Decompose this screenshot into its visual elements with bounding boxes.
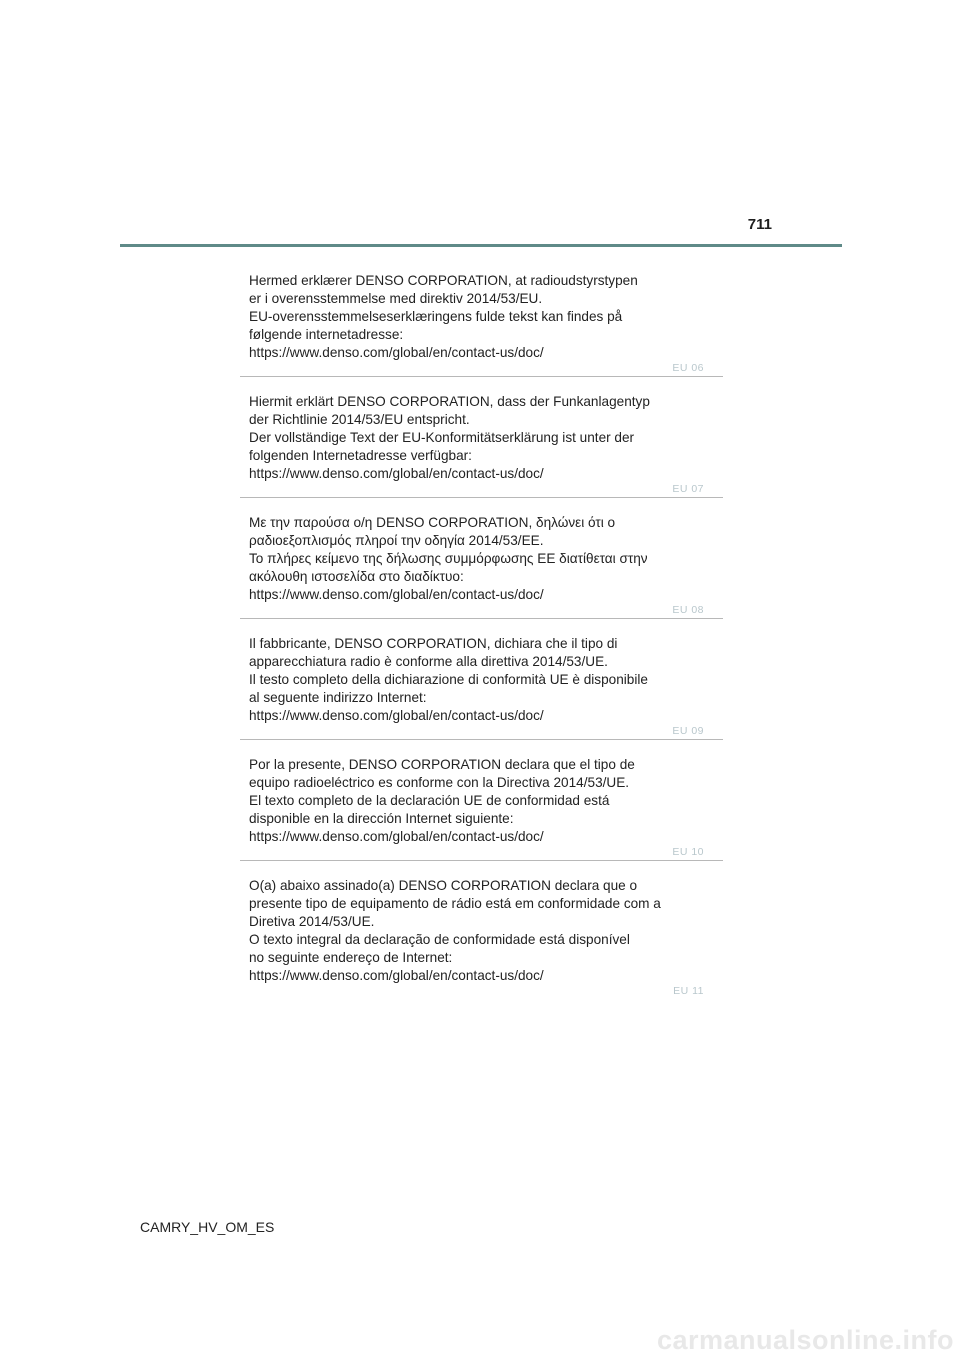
declarations-list <box>240 272 723 1015</box>
declaration-spanish <box>240 756 723 861</box>
declaration-greek <box>240 514 723 619</box>
declaration-code: EU 11 <box>673 985 704 997</box>
declaration-text: O(a) abaixo assinado(a) DENSO CORPORATION declara que o presente tipo de equipamento de rádio está em conformidade com a Diretiva 2014/53/UE. O texto integral da declaração de conformidade está disponível no seguinte endereço de Internet: https://www.denso.com/global/en/contact-us/doc/ <box>249 878 661 983</box>
declaration-text: Hermed erklærer DENSO CORPORATION, at radioudstyrstypen er i overensstemmelse med direktiv 2014/53/EU. EU-overensstemmelseserklæringens fulde tekst kan findes på følgende internetadresse: https://www.denso.com/global/en/contact-us/doc/ <box>249 273 638 360</box>
declaration-code: EU 09 <box>672 725 704 737</box>
declaration-text: Il fabbricante, DENSO CORPORATION, dichiara che il tipo di apparecchiatura radio è conforme alla direttiva 2014/53/UE. Il testo completo della dichiarazione di conformità UE è disponibile al seguente indirizzo Internet: https://www.denso.com/global/en/contact-us/doc/ <box>249 636 648 723</box>
declaration-text: Hiermit erklärt DENSO CORPORATION, dass der Funkanlagentyp der Richtlinie 2014/53/EU entspricht. Der vollständige Text der EU-Konformitätserklärung ist unter der folgenden Internetadresse verfügbar: https://www.denso.com/global/en/contact-us/doc/ <box>249 394 650 481</box>
declaration-text: Por la presente, DENSO CORPORATION declara que el tipo de equipo radioeléctrico es conforme con la Directiva 2014/53/UE. El texto completo de la declaración UE de conformidad está disponible en la dirección Internet siguiente: https://www.denso.com/global/en/contact-us/doc/ <box>249 757 635 844</box>
declaration-code: EU 07 <box>672 483 704 495</box>
page-number: 711 <box>747 216 772 233</box>
declaration-code: EU 08 <box>672 604 704 616</box>
watermark: carmanualsonline.info <box>656 1325 954 1355</box>
declaration-text: Με την παρούσα ο/η DENSO CORPORATION, δηλώνει ότι ο ραδιοεξοπλισμός πληροί την οδηγία 2014/53/ΕΕ. Το πλήρες κείμενο της δήλωσης συμμόρφωσης ΕΕ διατίθεται στην ακόλουθη ιστοσελίδα στο διαδίκτυο: https://www.denso.com/global/en/contact-us/doc/ <box>249 515 648 602</box>
declaration-code: EU 10 <box>672 846 704 858</box>
declaration-code: EU 06 <box>672 362 704 374</box>
declaration-portuguese <box>240 877 723 999</box>
header-rule <box>120 244 842 247</box>
document-code: CAMRY_HV_OM_ES <box>140 1219 275 1235</box>
declaration-german <box>240 393 723 498</box>
declaration-italian <box>240 635 723 740</box>
declaration-danish <box>240 272 723 377</box>
